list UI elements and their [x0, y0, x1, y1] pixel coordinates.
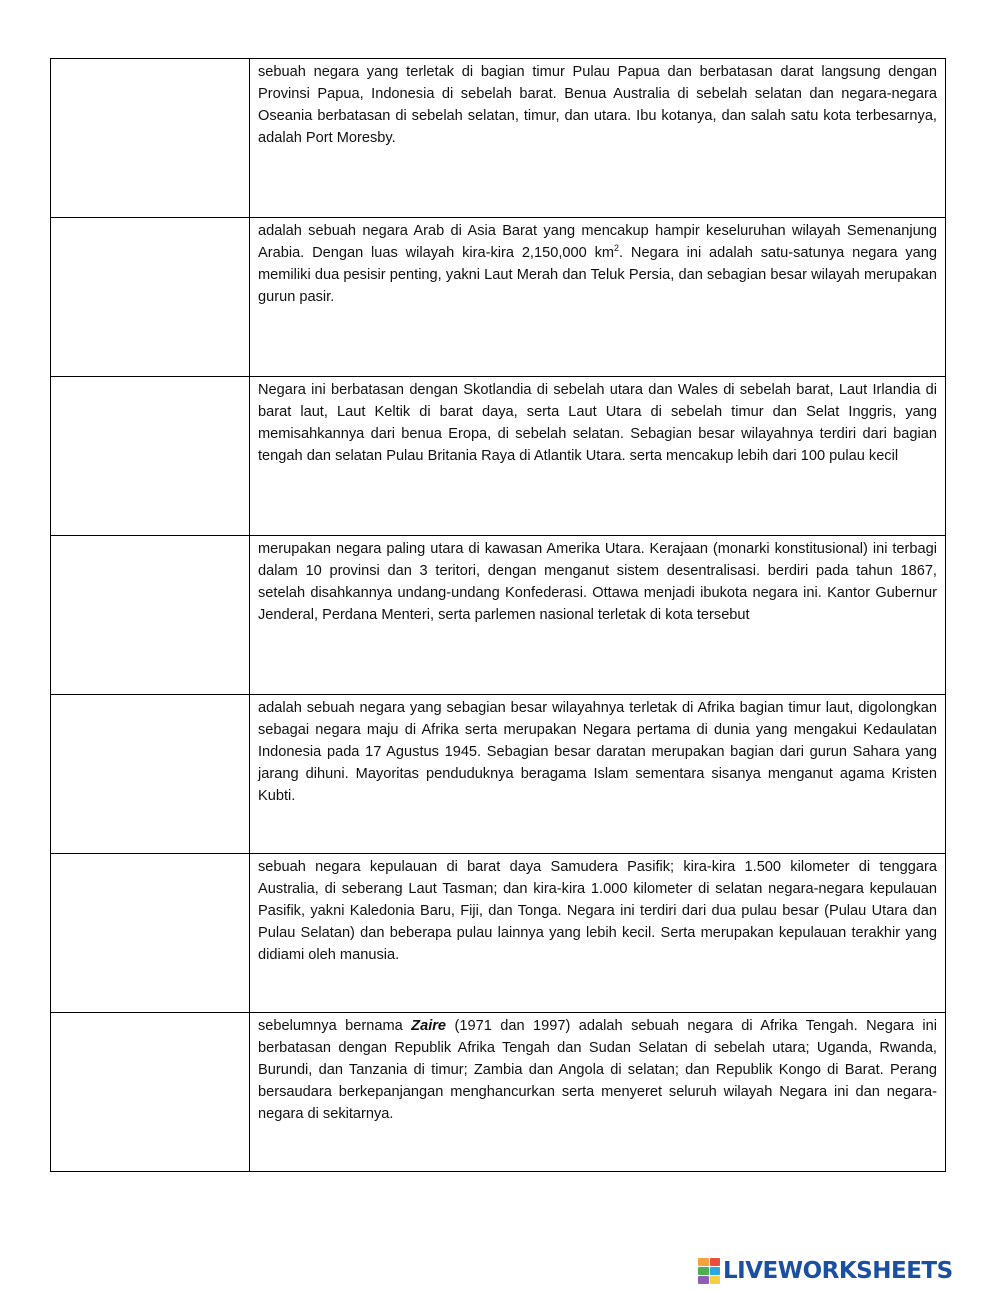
description-text-part: sebelumnya bernama: [258, 1018, 412, 1034]
description-text: sebuah negara yang terletak di bagian timur Pulau Papua dan berbatasan darat langsung dengan Provinsi Papua, Indonesia di sebelah barat. Benua Australia di sebelah selatan dan negara-negara Oseania berbatasan di sebelah selatan, timur, dan utara. Ibu kotanya, dan salah satu kota terbesarnya, adalah Port Moresby.: [258, 64, 937, 146]
table-row: [51, 218, 946, 377]
table-row: [51, 59, 946, 218]
description-text: adalah sebuah negara yang sebagian besar wilayahnya terletak di Afrika bagian timur laut, digolongkan sebagai negara maju di Afrika serta merupakan Negara pertama di dunia yang mengakui Kedaulatan Indonesia pada 17 Agustus 1945. Sebagian besar daratan merupakan bagian dari gurun Sahara yang jarang dihuni. Mayoritas penduduknya beragama Islam sementara sisanya menganut agama Kristen Kubti.: [258, 700, 937, 804]
liveworksheets-logo[interactable]: [698, 1256, 953, 1286]
table-row: [51, 377, 946, 536]
description-text-part: (1971 dan 1997) adalah sebuah negara di Afrika Tengah. Negara ini berbatasan dengan Republik Afrika Tengah dan Sudan Selatan di sebelah utara; Uganda, Rwanda, Burundi, dan Tanzania di timur; Zambia dan Angola di selatan; dan Republik Kongo di Barat. Perang bersaudara berkepanjangan menghancurkan serta menyeret seluruh wilayah Negara ini dan negara-negara di sekitarnya.: [258, 1018, 937, 1122]
description-text-part: adalah sebuah negara Arab di Asia Barat yang mencakup hampir keseluruhan wilayah Semenanjung Arabia. Dengan luas wilayah kira-kira 2,150,000 km: [258, 223, 937, 261]
description-text: sebuah negara kepulauan di barat daya Samudera Pasifik; kira-kira 1.500 kilometer di tenggara Australia, di seberang Laut Tasman; dan kira-kira 1.000 kilometer di selatan negara-negara kepulauan Pasifik, yakni Kaledonia Baru, Fiji, dan Tonga. Negara ini terdiri dari dua pulau besar (Pulau Utara dan Pulau Selatan) dan beberapa pulau lainnya yang lebih kecil. Serta merupakan kepulauan terakhir yang didiami oleh manusia.: [258, 859, 937, 963]
table-row: [51, 854, 946, 1013]
answer-cell[interactable]: [51, 536, 250, 695]
answer-cell[interactable]: [51, 854, 250, 1013]
description-text: Negara ini berbatasan dengan Skotlandia di sebelah utara dan Wales di sebelah barat, Laut Irlandia di barat laut, Laut Keltik di barat daya, serta Laut Utara di sebelah timur dan Selat Inggris, yang memisahkannya dari benua Eropa, di sebelah selatan. Sebagian besar wilayahnya terdiri dari bagian tengah dan selatan Pulau Britania Raya di Atlantik Utara. serta mencakup lebih dari 100 pulau kecil: [258, 382, 937, 464]
description-cell: [250, 218, 946, 377]
country-matching-table: [50, 58, 946, 1172]
answer-cell[interactable]: [51, 377, 250, 536]
description-text: [258, 220, 937, 308]
table-row: [51, 695, 946, 854]
description-cell: [250, 536, 946, 695]
table-row: [51, 536, 946, 695]
description-cell: [250, 59, 946, 218]
description-cell: [250, 1013, 946, 1172]
description-cell: [250, 695, 946, 854]
description-cell: [250, 854, 946, 1013]
answer-cell[interactable]: [51, 218, 250, 377]
description-text: merupakan negara paling utara di kawasan Amerika Utara. Kerajaan (monarki konstitusional) ini terbagi dalam 10 provinsi dan 3 teritori, dengan menganut sistem desentralisasi. berdiri pada tahun 1867, setelah disahkannya undang-undang Konfederasi. Ottawa menjadi ibukota negara ini. Kantor Gubernur Jenderal, Perdana Menteri, serta parlemen nasional terletak di kota tersebut: [258, 541, 937, 623]
liveworksheets-logo-text: LIVEWORKSHEETS: [723, 1258, 953, 1284]
table-row: [51, 1013, 946, 1172]
description-cell: [250, 377, 946, 536]
answer-cell[interactable]: [51, 1013, 250, 1172]
answer-cell[interactable]: [51, 695, 250, 854]
liveworksheets-logo-icon: [698, 1258, 720, 1284]
description-text: [258, 1015, 937, 1125]
superscript-unit: 2: [614, 243, 620, 254]
emphasis-zaire: Zaire: [411, 1018, 447, 1034]
description-text-part: . Negara ini adalah satu-satunya negara yang memiliki dua pesisir penting, yakni Laut Merah dan Teluk Persia, dan sebagian besar wilayah merupakan gurun pasir.: [258, 245, 937, 305]
answer-cell[interactable]: [51, 59, 250, 218]
